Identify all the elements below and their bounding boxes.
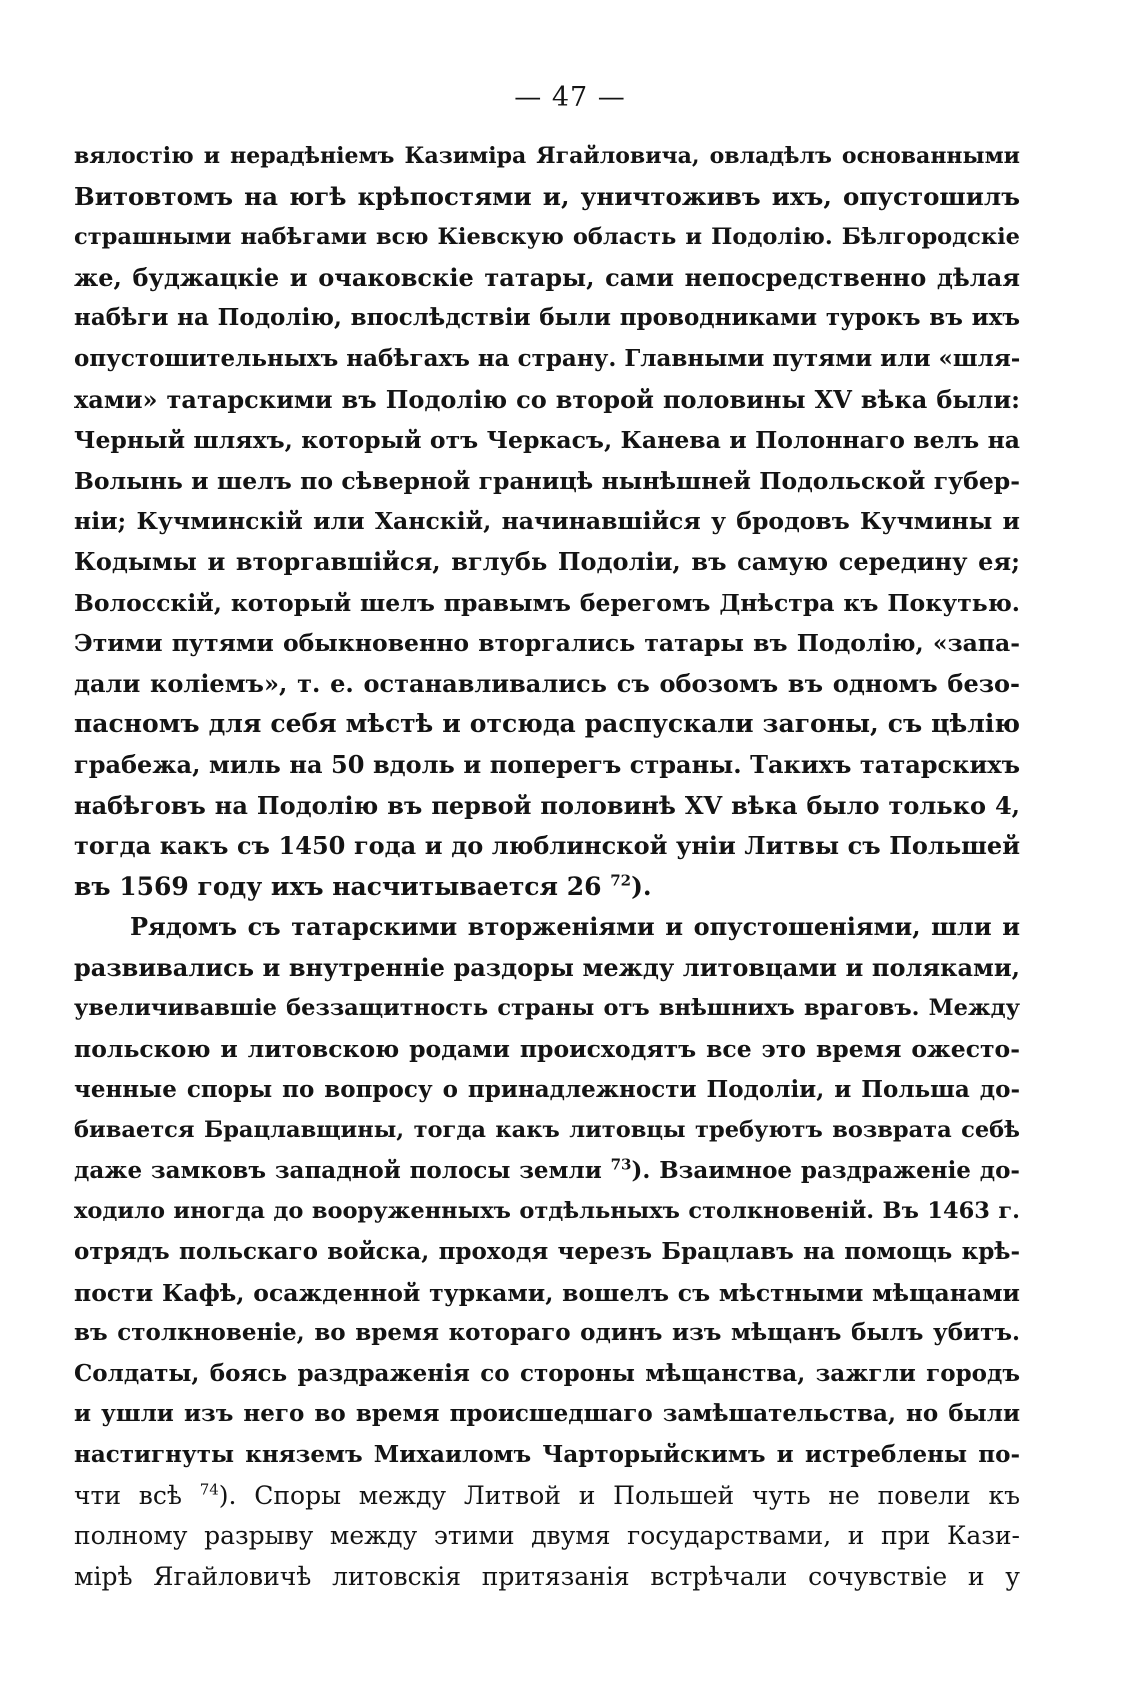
footnote-ref: 74 (199, 1480, 219, 1499)
text-line: Волосскій, который шелъ правымъ берегомъ Днѣстра къ Покутью. (74, 588, 1020, 617)
text-line: польскою и литовскою родами происходятъ все это время ожесто- (74, 1035, 1020, 1064)
text-line: опустошительныхъ набѣгахъ на страну. Главными путями или «шля- (74, 344, 1021, 372)
text-line: Кодымы и вторгавшійся, вглубь Подоліи, въ самую середину ея; (74, 546, 1020, 576)
text-line: тогда какъ съ 1450 года и до люблинской уніи Литвы съ Польшей (74, 831, 1020, 861)
text-line: набѣги на Подолію, впослѣдствіи были проводниками турокъ въ ихъ (74, 304, 1020, 332)
text-line: мірѣ Ягайловичѣ литовскія притязанія встрѣчали сочувствіе и у (74, 1561, 1020, 1591)
text-line (74, 1151, 1020, 1192)
text-line: страшными набѣгами всю Кіевскую область и Подолію. Бѣлгородскіе (74, 224, 1020, 251)
text-line: увеличивавшіе беззащитность страны отъ внѣшнихъ враговъ. Между (74, 995, 1020, 1022)
text-line: набѣговъ на Подолію въ первой половинѣ XV вѣка было только 4, (74, 790, 1020, 820)
line-text: чти всѣ (74, 1480, 200, 1510)
text-line: хами» татарскими въ Подолію со второй половины XV вѣка были: (74, 384, 1020, 414)
text-line: отрядъ польскаго войска, проходя черезъ Брацлавъ на помощь крѣ- (74, 1238, 1020, 1266)
text-line: же, буджацкіе и очаковскіе татары, сами непосредственно дѣлая (74, 262, 1020, 292)
text-line: Витовтомъ на югѣ крѣпостями и, уничтоживъ ихъ, опустошилъ (74, 181, 1020, 211)
text-line: грабежа, миль на 50 вдоль и поперегъ страны. Такихъ татарскихъ (74, 749, 1020, 779)
text-line: развивались и внутренніе раздоры между литовцами и поляками, (74, 952, 1020, 982)
body-text (74, 136, 1020, 1597)
line-text-after: ). Взаимное раздраженіе до- (631, 1156, 1020, 1184)
line-text: въ 1569 году ихъ насчитывается 26 (74, 871, 611, 901)
text-line: Рядомъ съ татарскими вторженіями и опустошеніями, шли и (130, 912, 1020, 942)
text-line: и ушли изъ него во время происшедшаго замѣшательства, но были (74, 1400, 1020, 1428)
text-line: дали коліемъ», т. е. останавливались съ обозомъ въ одномъ безо- (74, 668, 1020, 698)
footnote-ref: 72 (610, 871, 632, 890)
text-line: полному разрыву между этими двумя государствами, и при Кази- (74, 1521, 1020, 1551)
text-line: Солдаты, боясь раздраженія со стороны мѣщанства, зажгли городъ (74, 1359, 1020, 1387)
text-line (74, 867, 1020, 908)
text-line: Черный шляхъ, который отъ Черкасъ, Канева и Полоннаго велъ на (74, 426, 1020, 455)
line-text-after: ). Споры между Литвой и Польшей чуть не повели къ (218, 1480, 1020, 1510)
text-line: пости Кафѣ, осажденной турками, вошелъ съ мѣстными мѣщанами (74, 1278, 1020, 1307)
text-line: въ столкновеніе, во время котораго одинъ изъ мѣщанъ былъ убитъ. (74, 1319, 1020, 1347)
text-line: настигнуты княземъ Михаиломъ Чарторыйскимъ и истреблены по- (74, 1441, 1020, 1468)
page-number: — 47 — (514, 82, 626, 113)
text-line (74, 1476, 1020, 1517)
text-line: ніи; Кучминскій или Ханскій, начинавшійся у бродовъ Кучмины и (74, 507, 1020, 536)
text-line: пасномъ для себя мѣстѣ и отсюда распускали загоны, съ цѣлію (74, 709, 1020, 739)
text-line: ходило иногда до вооруженныхъ отдѣльныхъ столкновеній. Въ 1463 г. (74, 1198, 1020, 1225)
line-text-after: ). (631, 871, 652, 901)
footnote-ref: 73 (610, 1155, 632, 1174)
text-line: Этими путями обыкновенно вторгались татары въ Подолію, «запа- (74, 629, 1020, 658)
text-line: бивается Брацлавщины, тогда какъ литовцы требуютъ возврата себѣ (74, 1117, 1020, 1144)
text-line: вялостію и нерадѣніемъ Казиміра Ягайловича, овладѣлъ основанными (74, 143, 1020, 169)
text-line: ченные споры по вопросу о принадлежности Подоліи, и Польша до- (74, 1075, 1020, 1103)
line-text: даже замковъ западной полосы земли (74, 1156, 611, 1184)
text-line: Волынь и шелъ по сѣверной границѣ нынѣшней Подольской губер- (74, 466, 1020, 495)
